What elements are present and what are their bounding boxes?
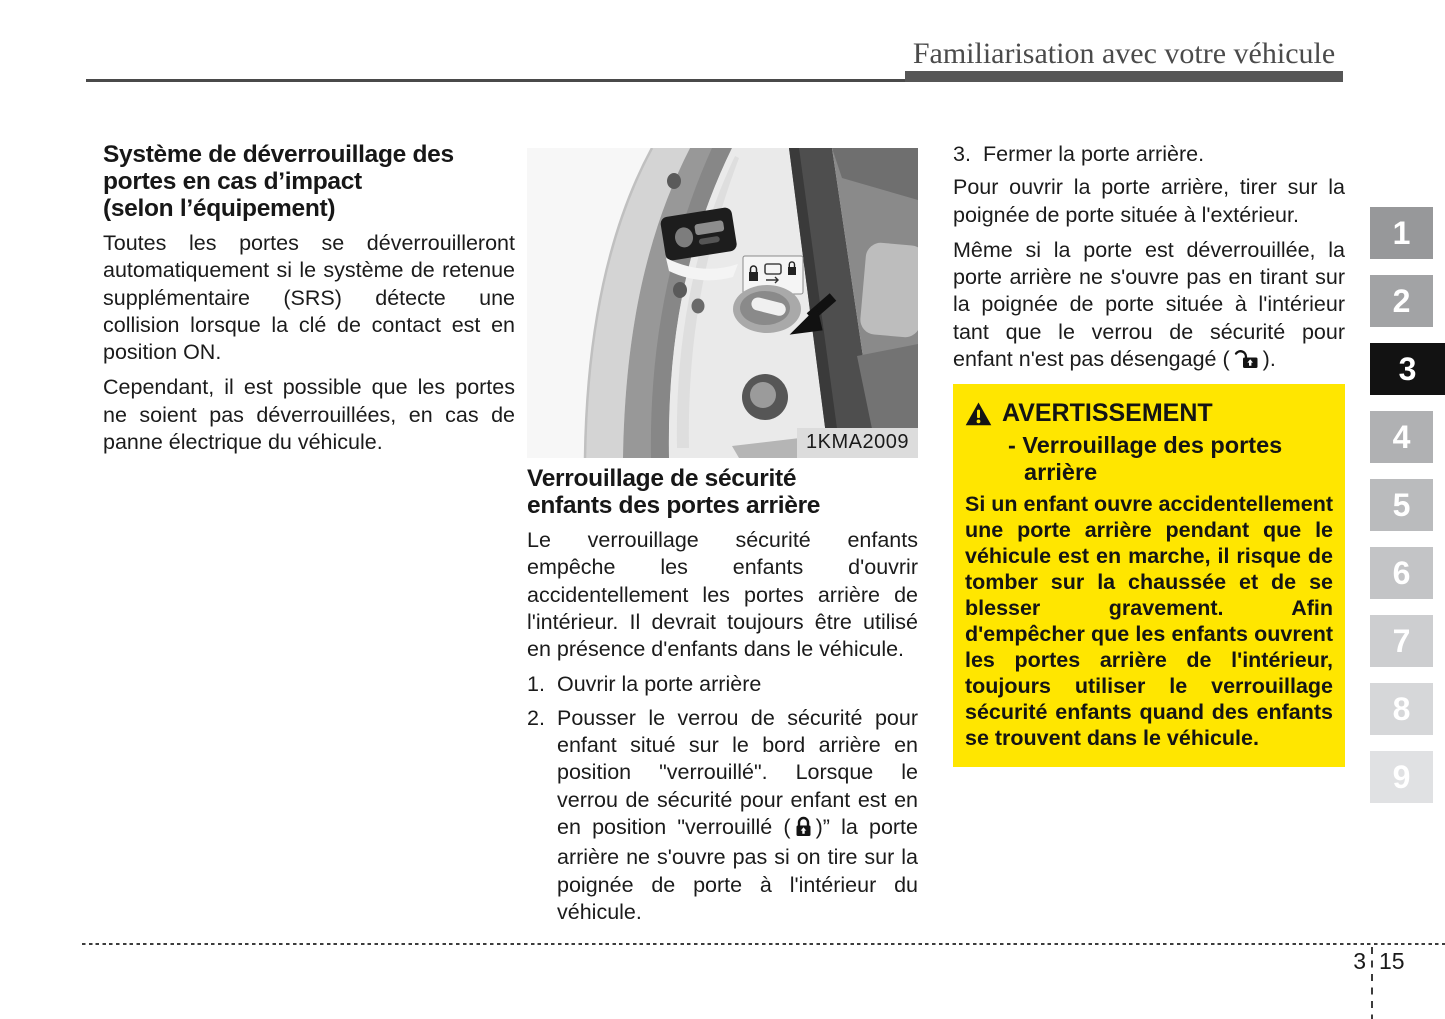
door-edge-illustration	[527, 148, 918, 458]
warning-triangle-icon	[965, 402, 992, 426]
side-tab-4: 4	[1370, 411, 1433, 463]
lock-open-icon	[1233, 348, 1260, 376]
side-tab-8: 8	[1370, 683, 1433, 735]
heading-line: (selon l’équipement)	[103, 195, 336, 222]
step-text: Ouvrir la porte arrière	[557, 672, 762, 697]
side-tab-6: 6	[1370, 547, 1433, 599]
side-tab-3-active: 3	[1370, 343, 1445, 395]
footer-dashed-rule	[82, 943, 1445, 945]
side-tab-5: 5	[1370, 479, 1433, 531]
step-number: 1.	[527, 672, 545, 697]
paragraph: Pour ouvrir la porte arrière, tirer sur la poignée de porte située à l'extérieur.	[953, 175, 1345, 227]
warning-subtitle: - Verrouillage des portes arrière	[1008, 432, 1283, 485]
left-column	[103, 141, 515, 464]
paragraph: Même si la porte est déverrouillée, la porte arrière ne s'ouvre pas en tirant sur la poignée de porte située à l'intérieur tant que le verrou de sécurité pour enfant n'est pas désengagé ( ).	[953, 237, 1345, 376]
section-heading-child-lock	[527, 465, 918, 519]
section-heading-impact-unlock	[103, 141, 515, 222]
warning-title: AVERTISSEMENT	[1002, 399, 1213, 428]
middle-column	[527, 148, 918, 932]
door-lock-photo	[527, 148, 918, 458]
page-header-title: Familiarisation avec votre véhicule	[912, 37, 1336, 70]
side-tab-9: 9	[1370, 751, 1433, 803]
side-tab-2: 2	[1370, 275, 1433, 327]
header-rule-thin	[86, 79, 905, 82]
paragraph: Le verrouillage sécurité enfants empêche les enfants d'ouvrir accidentellement les portes arrière de l'intérieur. Il devrait toujours être utilisé en présence d'enfants dans le véhicule.	[527, 528, 918, 662]
header-rule-thick	[905, 71, 1343, 82]
side-tab-1: 1	[1370, 207, 1433, 259]
heading-line: enfants des portes arrière	[527, 492, 821, 519]
numbered-step-2	[527, 705, 918, 926]
paragraph: Toutes les portes se déverrouilleront automatiquement si le système de retenue supplémentaire (SRS) détecte une collision lorsque la clé de contact est en position ON.	[103, 231, 515, 365]
footer-vertical-dashed-rule	[1371, 947, 1373, 1019]
lock-closed-icon	[794, 816, 813, 844]
step-text: Fermer la porte arrière.	[983, 142, 1205, 166]
side-tab-7: 7	[1370, 615, 1433, 667]
right-column	[953, 141, 1345, 767]
warning-box	[953, 384, 1345, 767]
step-text: Pousser le verrou de sécurité pour enfant situé sur le bord arrière en position "verrouillé". Lorsque le verrou de sécurité pour enfant est en en position "verrouillé ( )” la porte arrière ne s'ouvre pas si on tire sur la poignée de porte à l'intérieur du véhicule.	[557, 705, 918, 924]
warning-body: Si un enfant ouvre accidentellement une porte arrière pendant que le véhicule est en marche, il risque de tomber sur la chaussée et de se blesser gravement. Afin d'empêcher que les enfants ouvrent les portes arrière de l'intérieur, toujours utiliser le verrouillage sécurité enfants quand des enfants se trouvent dans le véhicule.	[965, 492, 1333, 750]
warning-title-row	[965, 399, 1333, 428]
numbered-step-1	[527, 671, 918, 698]
footer-chapter-number: 3	[1353, 948, 1366, 974]
paragraph: Cependant, il est possible que les portes ne soient pas déverrouillées, en cas de panne électrique du véhicule.	[103, 375, 515, 455]
step-number: 3.	[953, 142, 971, 166]
step-number: 2.	[527, 705, 545, 730]
numbered-step-3	[953, 141, 1345, 168]
heading-line: Système de déverrouillage des	[103, 141, 454, 168]
heading-line: portes en cas d’impact	[103, 168, 362, 195]
heading-line: Verrouillage de sécurité	[527, 465, 797, 492]
footer-page-number: 15	[1379, 948, 1405, 974]
photo-caption: 1KMA2009	[797, 428, 918, 458]
